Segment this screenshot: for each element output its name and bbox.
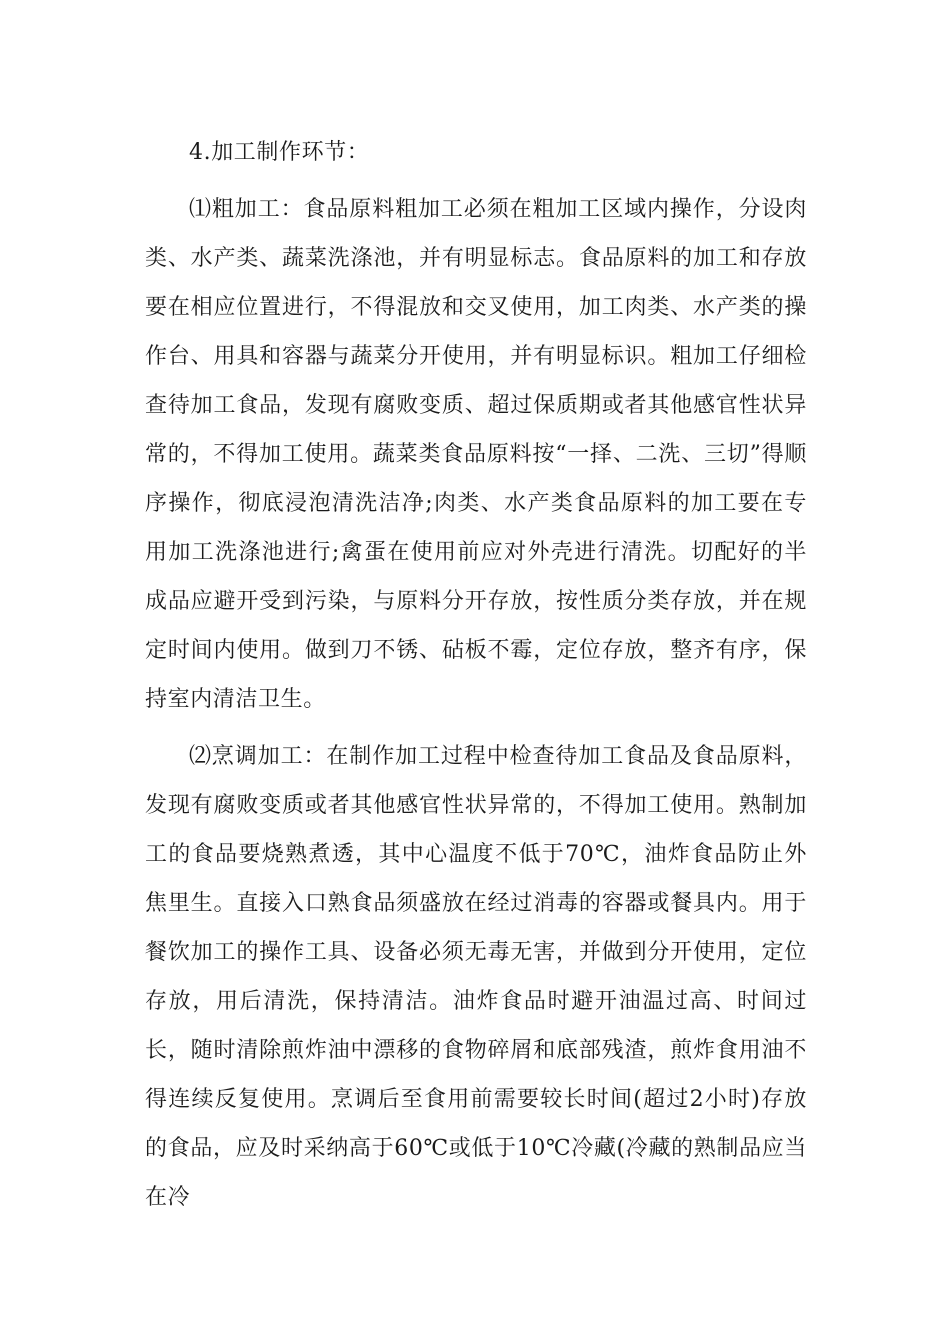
section-heading: 4.加工制作环节： xyxy=(189,140,370,165)
document-body xyxy=(145,128,807,1222)
paragraph-cooking-processing: ⑵烹调加工：在制作加工过程中检查待加工食品及食品原料，发现有腐败变质或者其他感官性状异常的，不得加工使用。熟制加工的食品要烧熟煮透，其中心温度不低于70℃，油炸食品防止外焦里生。直接入口熟食品须盛放在经过消毒的容器或餐具内。用于餐饮加工的操作工具、设备必须无毒无害，并做到分开使用，定位存放，用后清洗，保持清洁。油炸食品时避开油温过高、时间过长，随时清除煎炸油中漂移的食物碎屑和底部残渣，煎炸食用油不得连续反复使用。烹调后至食用前需要较长时间(超过2小时)存放的食品，应及时采纳高于60℃或低于10℃冷藏(冷藏的熟制品应当在冷 xyxy=(145,744,807,1210)
paragraph-rough-processing: ⑴粗加工：食品原料粗加工必须在粗加工区域内操作，分设肉类、水产类、蔬菜洗涤池，并有明显标志。食品原料的加工和存放要在相应位置进行，不得混放和交叉使用，加工肉类、水产类的操作台、用具和容器与蔬菜分开使用，并有明显标识。粗加工仔细检查待加工食品，发现有腐败变质、超过保质期或者其他感官性状异常的，不得加工使用。蔬菜类食品原料按“一择、二洗、三切”得顺序操作，彻底浸泡清洗洁净;肉类、水产类食品原料的加工要在专用加工洗涤池进行;禽蛋在使用前应对外壳进行清洗。切配好的半成品应避开受到污染，与原料分开存放，按性质分类存放，并在规定时间内使用。做到刀不锈、砧板不霉，定位存放，整齐有序，保持室内清洁卫生。 xyxy=(145,197,807,712)
